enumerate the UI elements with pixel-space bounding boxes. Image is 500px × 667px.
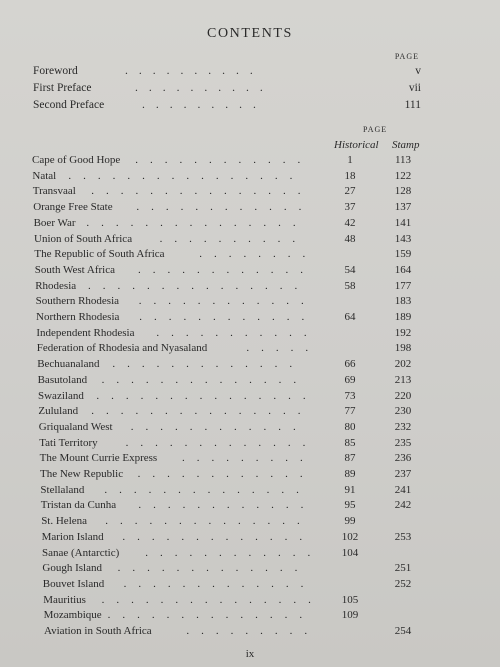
entry-label: Boer War [33, 216, 76, 229]
stamp-page: 189 [394, 311, 412, 323]
leader-dots: ......... [186, 625, 320, 637]
entry-label: Stellaland [40, 483, 85, 496]
historical-page: 64 [344, 311, 356, 323]
leader-dots: ........... [156, 326, 319, 339]
leader-dots: ............ [137, 468, 315, 480]
leader-dots: ............ [138, 499, 316, 512]
contents-row [37, 358, 437, 373]
leader-dots: ............. [123, 577, 316, 590]
entry-label: Natal [32, 169, 57, 182]
leader-dots: ............ [135, 154, 313, 166]
historical-page: 87 [344, 452, 356, 465]
contents-row [43, 578, 443, 593]
stamp-page: 254 [394, 625, 412, 637]
historical-page: 95 [344, 499, 356, 512]
leader-dots: ............... [91, 405, 313, 418]
historical-page: 27 [344, 185, 356, 198]
contents-row [41, 515, 441, 530]
leader-dots: ............ [139, 311, 317, 323]
historical-page: 99 [344, 515, 356, 528]
entry-label: The Mount Currie Express [39, 452, 158, 465]
historical-page: 109 [341, 609, 359, 622]
leader-dots: ............ [137, 263, 315, 276]
entry-label: Tristan da Cunha [40, 499, 117, 512]
contents-row [41, 499, 441, 514]
historical-page: 66 [344, 358, 356, 371]
leader-dots: ................ [68, 169, 305, 182]
leader-dots: ............. [112, 358, 305, 371]
front-matter-item [33, 65, 421, 79]
stamp-page: 242 [394, 499, 412, 512]
front-matter-label: Foreword [33, 65, 78, 77]
contents-row [38, 390, 438, 405]
contents-row [39, 421, 439, 436]
leader-dots: .......... [159, 232, 308, 245]
entry-label: Mozambique [43, 609, 102, 622]
leader-dots: ............ [130, 420, 308, 433]
entry-label: Independent Rhodesia [36, 326, 135, 339]
leader-dots: ............ [136, 201, 314, 214]
leader-dots: .............. [107, 609, 315, 622]
contents-row [43, 594, 443, 609]
entry-label: Basutoland [37, 373, 88, 386]
leader-dots: ............ [145, 546, 323, 559]
historical-page: 69 [344, 373, 356, 386]
entry-label: Marion Island [41, 530, 104, 543]
entry-label: South West Africa [34, 263, 115, 276]
stamp-page: 252 [394, 577, 412, 590]
stamp-page: 220 [394, 389, 412, 402]
entry-label: The New Republic [40, 468, 124, 480]
contents-row [42, 562, 442, 577]
leader-dots: ............. [125, 436, 318, 449]
leader-dots: ............... [87, 279, 310, 292]
leader-dots: .......... [135, 82, 274, 94]
historical-page: 85 [344, 436, 356, 449]
contents-row [35, 264, 435, 279]
historical-page: 105 [341, 593, 359, 606]
stamp-page: 236 [394, 452, 412, 465]
stamp-page: 202 [394, 358, 412, 371]
contents-row [34, 233, 434, 248]
entry-label: Union of South Africa [34, 232, 133, 245]
contents-row [36, 311, 436, 326]
leader-dots: ............... [86, 216, 308, 229]
entry-label: Tati Territory [39, 436, 98, 449]
entry-label: Swaziland [38, 389, 84, 402]
front-matter-page: vii [408, 82, 421, 94]
contents-row [32, 170, 432, 185]
stamp-page: 235 [394, 436, 412, 449]
column-header-stamp: Stamp [392, 139, 420, 151]
historical-page: 58 [344, 279, 356, 292]
leader-dots: .............. [101, 373, 309, 386]
stamp-page: 253 [394, 530, 412, 543]
stamp-page: 122 [394, 169, 412, 182]
historical-page: 48 [344, 232, 356, 245]
historical-page: 104 [341, 546, 359, 559]
entry-label: Griqualand West [38, 420, 113, 433]
leader-dots: ............. [122, 530, 315, 543]
entry-label: The Republic of South Africa [34, 248, 165, 261]
stamp-page: 232 [394, 420, 412, 433]
entry-label: Sanae (Antarctic) [42, 546, 120, 559]
entry-label: St. Helena [41, 515, 88, 528]
contents-row [33, 201, 433, 216]
entry-label: Northern Rhodesia [36, 311, 120, 323]
historical-page: 37 [344, 201, 356, 214]
entry-label: Rhodesia [35, 279, 77, 292]
stamp-page: 141 [394, 216, 412, 229]
contents-row [35, 280, 435, 295]
stamp-page: 159 [394, 248, 412, 261]
leader-dots: ............. [117, 562, 310, 575]
contents-row [32, 154, 432, 169]
stamp-page: 143 [394, 232, 412, 245]
front-matter-page: 111 [404, 99, 421, 111]
contents-row [38, 405, 438, 420]
entry-label: Gough Island [42, 562, 102, 575]
page-title: CONTENTS [207, 26, 293, 41]
entry-label: Zululand [38, 405, 79, 418]
leader-dots: ......... [142, 99, 267, 111]
stamp-page: 164 [394, 263, 412, 276]
front-matter-item [33, 82, 421, 96]
entry-label: Aviation in South Africa [44, 625, 152, 637]
entry-label: Orange Free State [33, 201, 113, 214]
stamp-page: 213 [394, 373, 412, 386]
contents-row [36, 295, 436, 310]
contents-row [40, 452, 440, 467]
contents-row [42, 531, 442, 546]
contents-row [40, 468, 440, 483]
historical-page: 77 [344, 405, 356, 418]
column-header-historical: Historical [334, 139, 379, 151]
front-matter-label: First Preface [33, 82, 92, 94]
front-matter-item [33, 99, 421, 113]
stamp-page: 192 [394, 326, 412, 339]
entry-label: Bouvet Island [42, 577, 105, 590]
leader-dots: ............... [101, 593, 323, 606]
leader-dots: ..... [246, 342, 321, 355]
contents-row [44, 609, 444, 624]
contents-row [34, 217, 434, 232]
historical-page: 18 [344, 169, 356, 182]
leader-dots: .......... [125, 65, 264, 77]
historical-page: 91 [344, 483, 356, 496]
leader-dots: .............. [105, 515, 312, 528]
contents-row [40, 484, 440, 499]
leader-dots: .............. [104, 483, 311, 496]
entry-label: Federation of Rhodesia and Nyasaland [36, 342, 208, 355]
historical-page: 102 [341, 530, 359, 543]
entry-label: Cape of Good Hope [32, 154, 121, 166]
front-matter-page: v [415, 65, 421, 77]
stamp-page: 183 [394, 295, 412, 308]
stamp-page: 241 [394, 483, 412, 496]
leader-dots: ............ [138, 295, 316, 308]
stamp-page: 137 [394, 201, 412, 214]
contents-row [42, 547, 442, 562]
historical-page: 54 [344, 263, 356, 276]
contents-row [34, 248, 434, 263]
contents-row [38, 374, 438, 389]
stamp-page: 237 [394, 468, 412, 480]
contents-row [37, 342, 437, 357]
entry-label: Transvaal [32, 185, 76, 198]
contents-row [33, 185, 433, 200]
entry-label: Mauritius [43, 593, 86, 606]
stamp-page: 230 [394, 405, 412, 418]
table-page-heading: PAGE [363, 125, 388, 134]
historical-page: 1 [347, 154, 353, 166]
historical-page: 89 [344, 468, 356, 480]
historical-page: 80 [344, 420, 356, 433]
stamp-page: 113 [394, 154, 412, 166]
entry-label: Bechuanaland [37, 358, 100, 371]
stamp-page: 177 [394, 279, 412, 292]
leader-dots: ......... [181, 452, 315, 465]
contents-row [44, 625, 444, 640]
stamp-page: 198 [394, 342, 412, 355]
leader-dots: ............... [96, 389, 318, 402]
leader-dots: ........ [199, 248, 318, 261]
front-matter-page-heading: PAGE [394, 52, 419, 61]
page-number: ix [245, 648, 255, 660]
leader-dots: ............... [91, 185, 313, 198]
historical-page: 73 [344, 389, 356, 402]
contents-row [39, 437, 439, 452]
entry-label: Southern Rhodesia [35, 295, 120, 308]
contents-row [36, 327, 436, 342]
front-matter-label: Second Preface [33, 99, 105, 111]
stamp-page: 128 [394, 185, 412, 198]
historical-page: 42 [344, 216, 356, 229]
stamp-page: 251 [394, 562, 412, 575]
